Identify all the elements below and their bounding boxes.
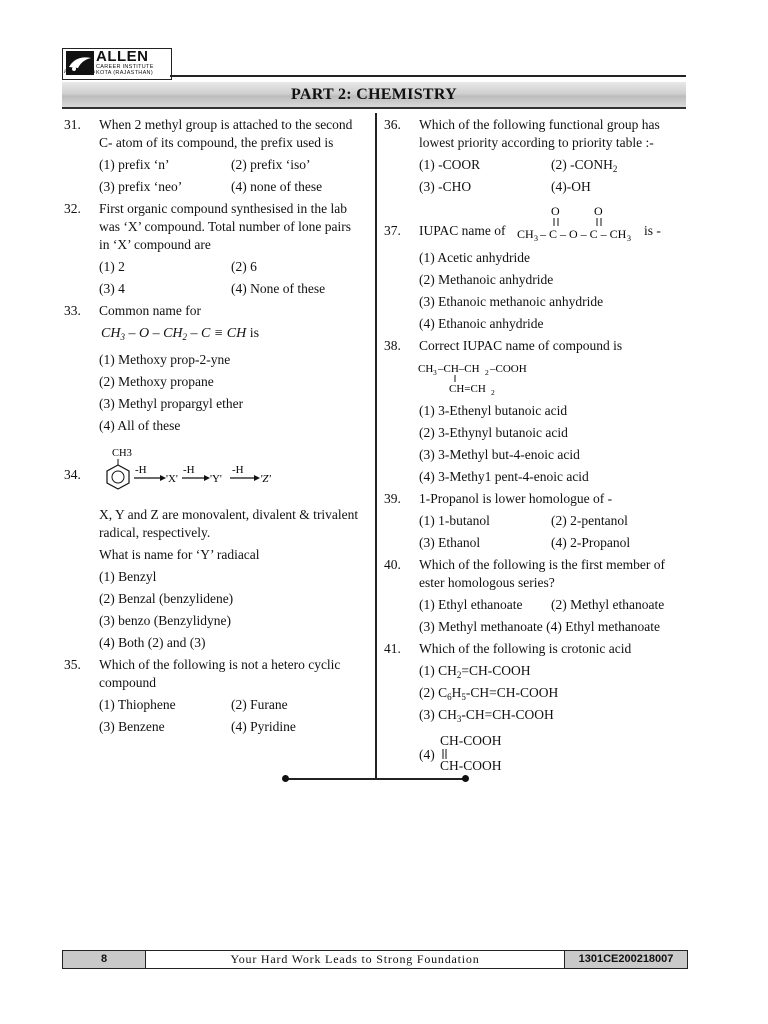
document-code: 1301CE200218007 — [564, 951, 687, 968]
svg-text:'Y': 'Y' — [210, 473, 222, 485]
svg-text:2: 2 — [491, 388, 495, 397]
title-bar-underline — [62, 107, 686, 109]
option-4: (4) None of these — [231, 281, 326, 296]
compound-structure — [418, 358, 558, 398]
question-number: 36. — [384, 117, 401, 132]
option-4: (4) Both (2) and (3) — [99, 635, 206, 650]
option-3: (3) prefix ‘neo’ — [99, 179, 183, 194]
structural-formula: $CH_3$ – O – $CH_2$ – C ≡ CH is — [101, 326, 260, 342]
question-text: Which of the following is not a hetero cyclic — [99, 657, 341, 672]
question-number: 33. — [64, 303, 81, 318]
question-text: Which of the following is the first member of — [419, 557, 665, 572]
option-1: (1) Thiophene — [99, 697, 176, 712]
option-4: (4) 2-Propanol — [551, 535, 631, 550]
option-4: (4) 3-Methy1 pent-4-enoic acid — [419, 469, 589, 484]
option-1: (1) Acetic anhydride — [419, 250, 530, 265]
question-number: 37. — [384, 223, 401, 238]
option-1: (1) 1-butanol — [419, 513, 490, 528]
question-number: 35. — [64, 657, 81, 672]
logo-tagline: Path to Success — [64, 70, 96, 75]
option-4: (4) Ethanoic anhydride — [419, 316, 544, 331]
question-text: When 2 methyl group is attached to the second — [99, 117, 353, 132]
option-1: (1) 2 — [99, 259, 125, 274]
svg-text:2: 2 — [485, 368, 489, 377]
footer-motto: Your Hard Work Leads to Strong Foundation — [230, 952, 480, 966]
question-text: IUPAC name of — [419, 223, 506, 238]
option-3: (3) Methyl propargyl ether — [99, 396, 244, 411]
page-number: 8 — [63, 951, 146, 968]
svg-text:3: 3 — [433, 368, 437, 377]
option-3: (3) 4 — [99, 281, 125, 296]
end-rule — [285, 778, 465, 780]
question-text: radical, respectively. — [99, 525, 211, 540]
option-2: (2) 3-Ethynyl butanoic acid — [419, 425, 568, 440]
end-rule-dot-left — [282, 775, 289, 782]
option-4: (4) Pyridine — [231, 719, 296, 734]
question-number: 38. — [384, 338, 401, 353]
option-2: (2) $C_6H_5-CH=CH$-COOH — [419, 685, 559, 702]
svg-text:– C – O – C – CH: – C – O – C – CH — [540, 227, 627, 241]
option-4: (4) none of these — [231, 179, 323, 194]
option-3: (3) Ethanol — [419, 535, 481, 550]
question-text: 1-Propanol is lower homologue of - — [419, 491, 613, 506]
option-3: (3) -CHO — [419, 179, 472, 194]
question-text: is - — [644, 223, 661, 238]
svg-text:O: O — [551, 204, 560, 218]
option-2: (2) Benzal (benzylidene) — [99, 591, 234, 606]
option-2: (2) Methyl ethanoate — [551, 597, 665, 612]
option-3-4: (3) Methyl methanoate (4) Ethyl methanoate — [419, 619, 661, 634]
option-1: (1) $CH_2=CH$-COOH — [419, 663, 531, 680]
question-text: compound — [99, 675, 156, 690]
svg-text:CH: CH — [517, 227, 534, 241]
svg-text:CH: CH — [418, 363, 434, 375]
svg-text:-H: -H — [183, 464, 195, 476]
option-4: (4) All of these — [99, 418, 181, 433]
anhydride-structure — [515, 203, 640, 243]
svg-text:–COOH: –COOH — [490, 363, 527, 375]
svg-text:-H: -H — [135, 464, 147, 476]
logo-subtitle: CAREER INSTITUTE KOTA (RAJASTHAN) — [96, 64, 154, 76]
svg-text:'X': 'X' — [166, 473, 178, 485]
question-text: was ‘X’ compound. Total number of lone pairs — [99, 219, 351, 234]
question-text: ester homologous series? — [419, 575, 555, 590]
question-text: X, Y and Z are monovalent, divalent & trivalent — [99, 507, 359, 522]
svg-text:-H: -H — [232, 464, 244, 476]
question-text: What is name for ‘Y’ radiacal — [99, 547, 260, 562]
question-text: Common name for — [99, 303, 201, 318]
question-text: Correct IUPAC name of compound is — [419, 338, 623, 353]
question-text: Which of the following functional group has — [419, 117, 660, 132]
end-rule-dot-right — [462, 775, 469, 782]
question-number: 39. — [384, 491, 401, 506]
question-number: 31. — [64, 117, 81, 132]
svg-text:–CH–CH: –CH–CH — [438, 363, 480, 375]
option-3: (3) Benzene — [99, 719, 165, 734]
svg-text:O: O — [594, 204, 603, 218]
question-number: 41. — [384, 641, 401, 656]
question-number: 40. — [384, 557, 401, 572]
page-title: PART 2: CHEMISTRY — [290, 86, 458, 103]
question-text: First organic compound synthesised in the lab — [99, 201, 347, 216]
option-1: (1) Benzyl — [99, 569, 157, 584]
svg-text:3: 3 — [534, 234, 538, 243]
header-rule — [170, 75, 686, 77]
question-text: Which of the following is crotonic acid — [419, 641, 632, 656]
option-1: (1) prefix ‘n’ — [99, 157, 170, 172]
option-4-label: (4) — [419, 747, 435, 762]
question-number: 34. — [64, 467, 81, 482]
option-2: (2) prefix ‘iso’ — [231, 157, 311, 172]
option-1: (1) -COOR — [419, 157, 481, 172]
column-divider — [375, 113, 377, 780]
option-2: (2) $-CONH_2$ — [551, 157, 618, 174]
option-2: (2) Furane — [231, 697, 288, 712]
option-4-bottom: CH-COOH — [440, 758, 502, 773]
option-4-top: CH-COOH — [440, 733, 502, 748]
option-1: (1) Ethyl ethanoate — [419, 597, 523, 612]
option-3: (3) Ethanoic methanoic anhydride — [419, 294, 604, 309]
question-text: in ‘X’ compound are — [99, 237, 211, 252]
option-3: (3) 3-Methyl but-4-enoic acid — [419, 447, 580, 462]
toluene-reaction-diagram — [98, 445, 298, 495]
option-2: (2) 6 — [231, 259, 257, 274]
ch3-label: CH3 — [112, 448, 132, 459]
option-2: (2) Methanoic anhydride — [419, 272, 554, 287]
benzene-ring-icon — [107, 465, 129, 489]
option-2: (2) Methoxy propane — [99, 374, 214, 389]
svg-text:3: 3 — [627, 234, 631, 243]
question-number: 32. — [64, 201, 81, 216]
svg-text:CH=CH: CH=CH — [449, 383, 486, 395]
option-2: (2) 2-pentanol — [551, 513, 628, 528]
option-3: (3) $CH_3-CH=CH$-COOH — [419, 707, 554, 724]
option-3: (3) benzo (Benzylidyne) — [99, 613, 231, 628]
svg-text:'Z': 'Z' — [260, 473, 271, 485]
logo-text: ALLEN — [96, 48, 149, 65]
option-1: (1) 3-Ethenyl butanoic acid — [419, 403, 568, 418]
question-text: lowest priority according to priority table :- — [419, 135, 654, 150]
option-1: (1) Methoxy prop-2-yne — [99, 352, 231, 367]
question-text: C- atom of its compound, the prefix used is — [99, 135, 334, 150]
option-4: (4)-OH — [551, 179, 591, 194]
